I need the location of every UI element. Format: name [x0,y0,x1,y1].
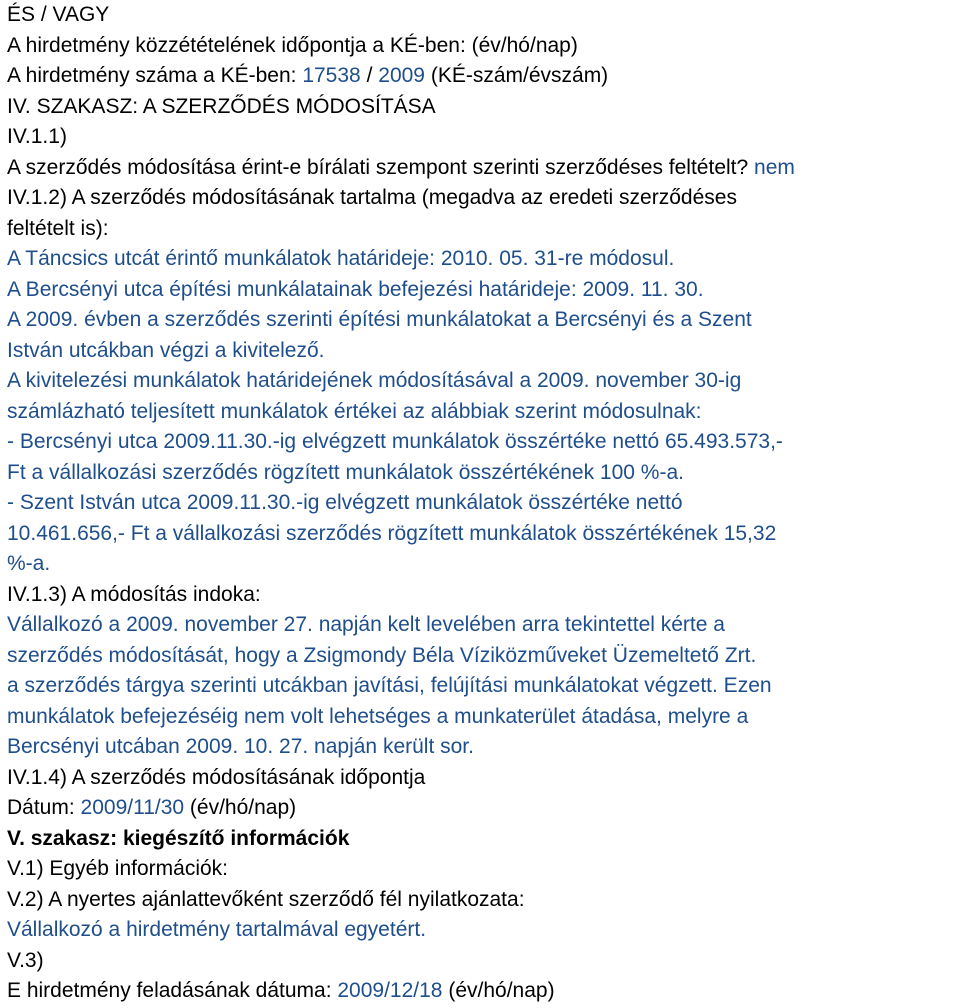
question-4-1-1-text: A szerződés módosítása érint-e bírálati szempont szerinti szerződéses feltételt? [7,155,749,179]
section-5-title: V. szakasz: kiegészítő információk [7,826,350,850]
notice-year: 2009 [378,64,425,87]
modification-content-line: Ft a vállalkozási szerződés rögzített munkálatok összértékének 100 %-a. [7,460,684,484]
sent-date-label: E hirdetmény feladásának dátuma: [7,979,332,1002]
winner-statement: Vállalkozó a hirdetmény tartalmával egyetért. [7,918,427,941]
reason-line: munkálatok befejezéséig nem volt lehetséges a munkaterület átadása, melyre a [7,704,749,728]
modification-content-line: 10.461.656,- Ft a vállalkozási szerződés rögzített munkálatok összértékének 15,32 [7,521,777,545]
section-4-title: IV. SZAKASZ: A SZERZŐDÉS MÓDOSÍTÁSA [7,94,436,118]
modification-content-line: számlázható teljesített munkálatok értékei az alábbiak szerint módosulnak: [7,399,702,423]
publication-date-label: A hirdetmény közzétételének időpontja a KÉ-ben: (év/hó/nap) [7,33,578,57]
reason-line: szerződés módosítását, hogy a Zsigmondy Béla Víziközműveket Üzemeltető Zrt. [7,643,757,667]
reason-line: a szerződés tárgya szerinti utcákban javítási, felújítási munkálatokat végzett. Ezen [7,674,772,697]
notice-number-separator: / [366,64,373,87]
modification-content-line: A Táncsics utcát érintő munkálatok határideje: 2010. 05. 31-re módosul. [7,247,675,270]
date-label: Dátum: [7,796,75,819]
date-format-suffix: (év/hó/nap) [189,796,297,819]
sent-date-suffix: (év/hó/nap) [448,979,555,1002]
section-5-3-label: V.3) [7,948,44,972]
notice-number-suffix: (KÉ-szám/évszám) [430,64,609,87]
notice-number-label: A hirdetmény száma a KÉ-ben: [7,64,297,87]
notice-number-row [7,61,960,92]
question-4-1-1-row [7,153,960,184]
sent-date-row [7,976,960,1007]
modification-content-line: A Bercsényi utca építési munkálatainak befejezési határideje: 2009. 11. 30. [7,277,704,301]
other-info-label: V.1) Egyéb információk: [7,857,229,880]
and-or-heading: ÉS / VAGY [7,3,110,26]
modification-content-line: %-a. [7,552,51,575]
reason-line: Vállalkozó a 2009. november 27. napján kelt levelében arra tekintettel kérte a [7,613,725,636]
question-4-1-2-line-1: IV.1.2) A szerződés módosításának tartalma (megadva az eredeti szerződéses [7,186,737,209]
question-4-1-1-answer: nem [754,155,795,179]
question-4-1-2-line-2: feltételt is): [7,216,109,240]
question-4-1-4-label: IV.1.4) A szerződés módosításának időpontja [7,765,426,789]
question-4-1-3-label: IV.1.3) A módosítás indoka: [7,582,261,606]
modification-content-line: A kivitelezési munkálatok határidejének módosításával a 2009. november 30-ig [7,369,742,392]
modification-content-line: István utcákban végzi a kivitelező. [7,338,325,362]
question-4-1-1-number: IV.1.1) [7,125,67,148]
modification-content-line: - Szent István utca 2009.11.30.-ig elvégzett munkálatok összértéke nettó [7,491,683,514]
modification-content-line: - Bercsényi utca 2009.11.30.-ig elvégzett munkálatok összértéke nettó 65.493.573,- [7,430,783,453]
sent-date: 2009/12/18 [337,979,443,1002]
reason-line: Bercsényi utcában 2009. 10. 27. napján került sor. [7,735,474,758]
notice-number: 17538 [302,64,361,87]
modification-date-row [7,793,960,824]
modification-content-line: A 2009. évben a szerződés szerinti építési munkálatokat a Bercsényi és a Szent [7,308,752,331]
modification-date: 2009/11/30 [80,796,185,819]
winner-statement-label: V.2) A nyertes ajánlattevőként szerződő fél nyilatkozata: [7,887,525,911]
